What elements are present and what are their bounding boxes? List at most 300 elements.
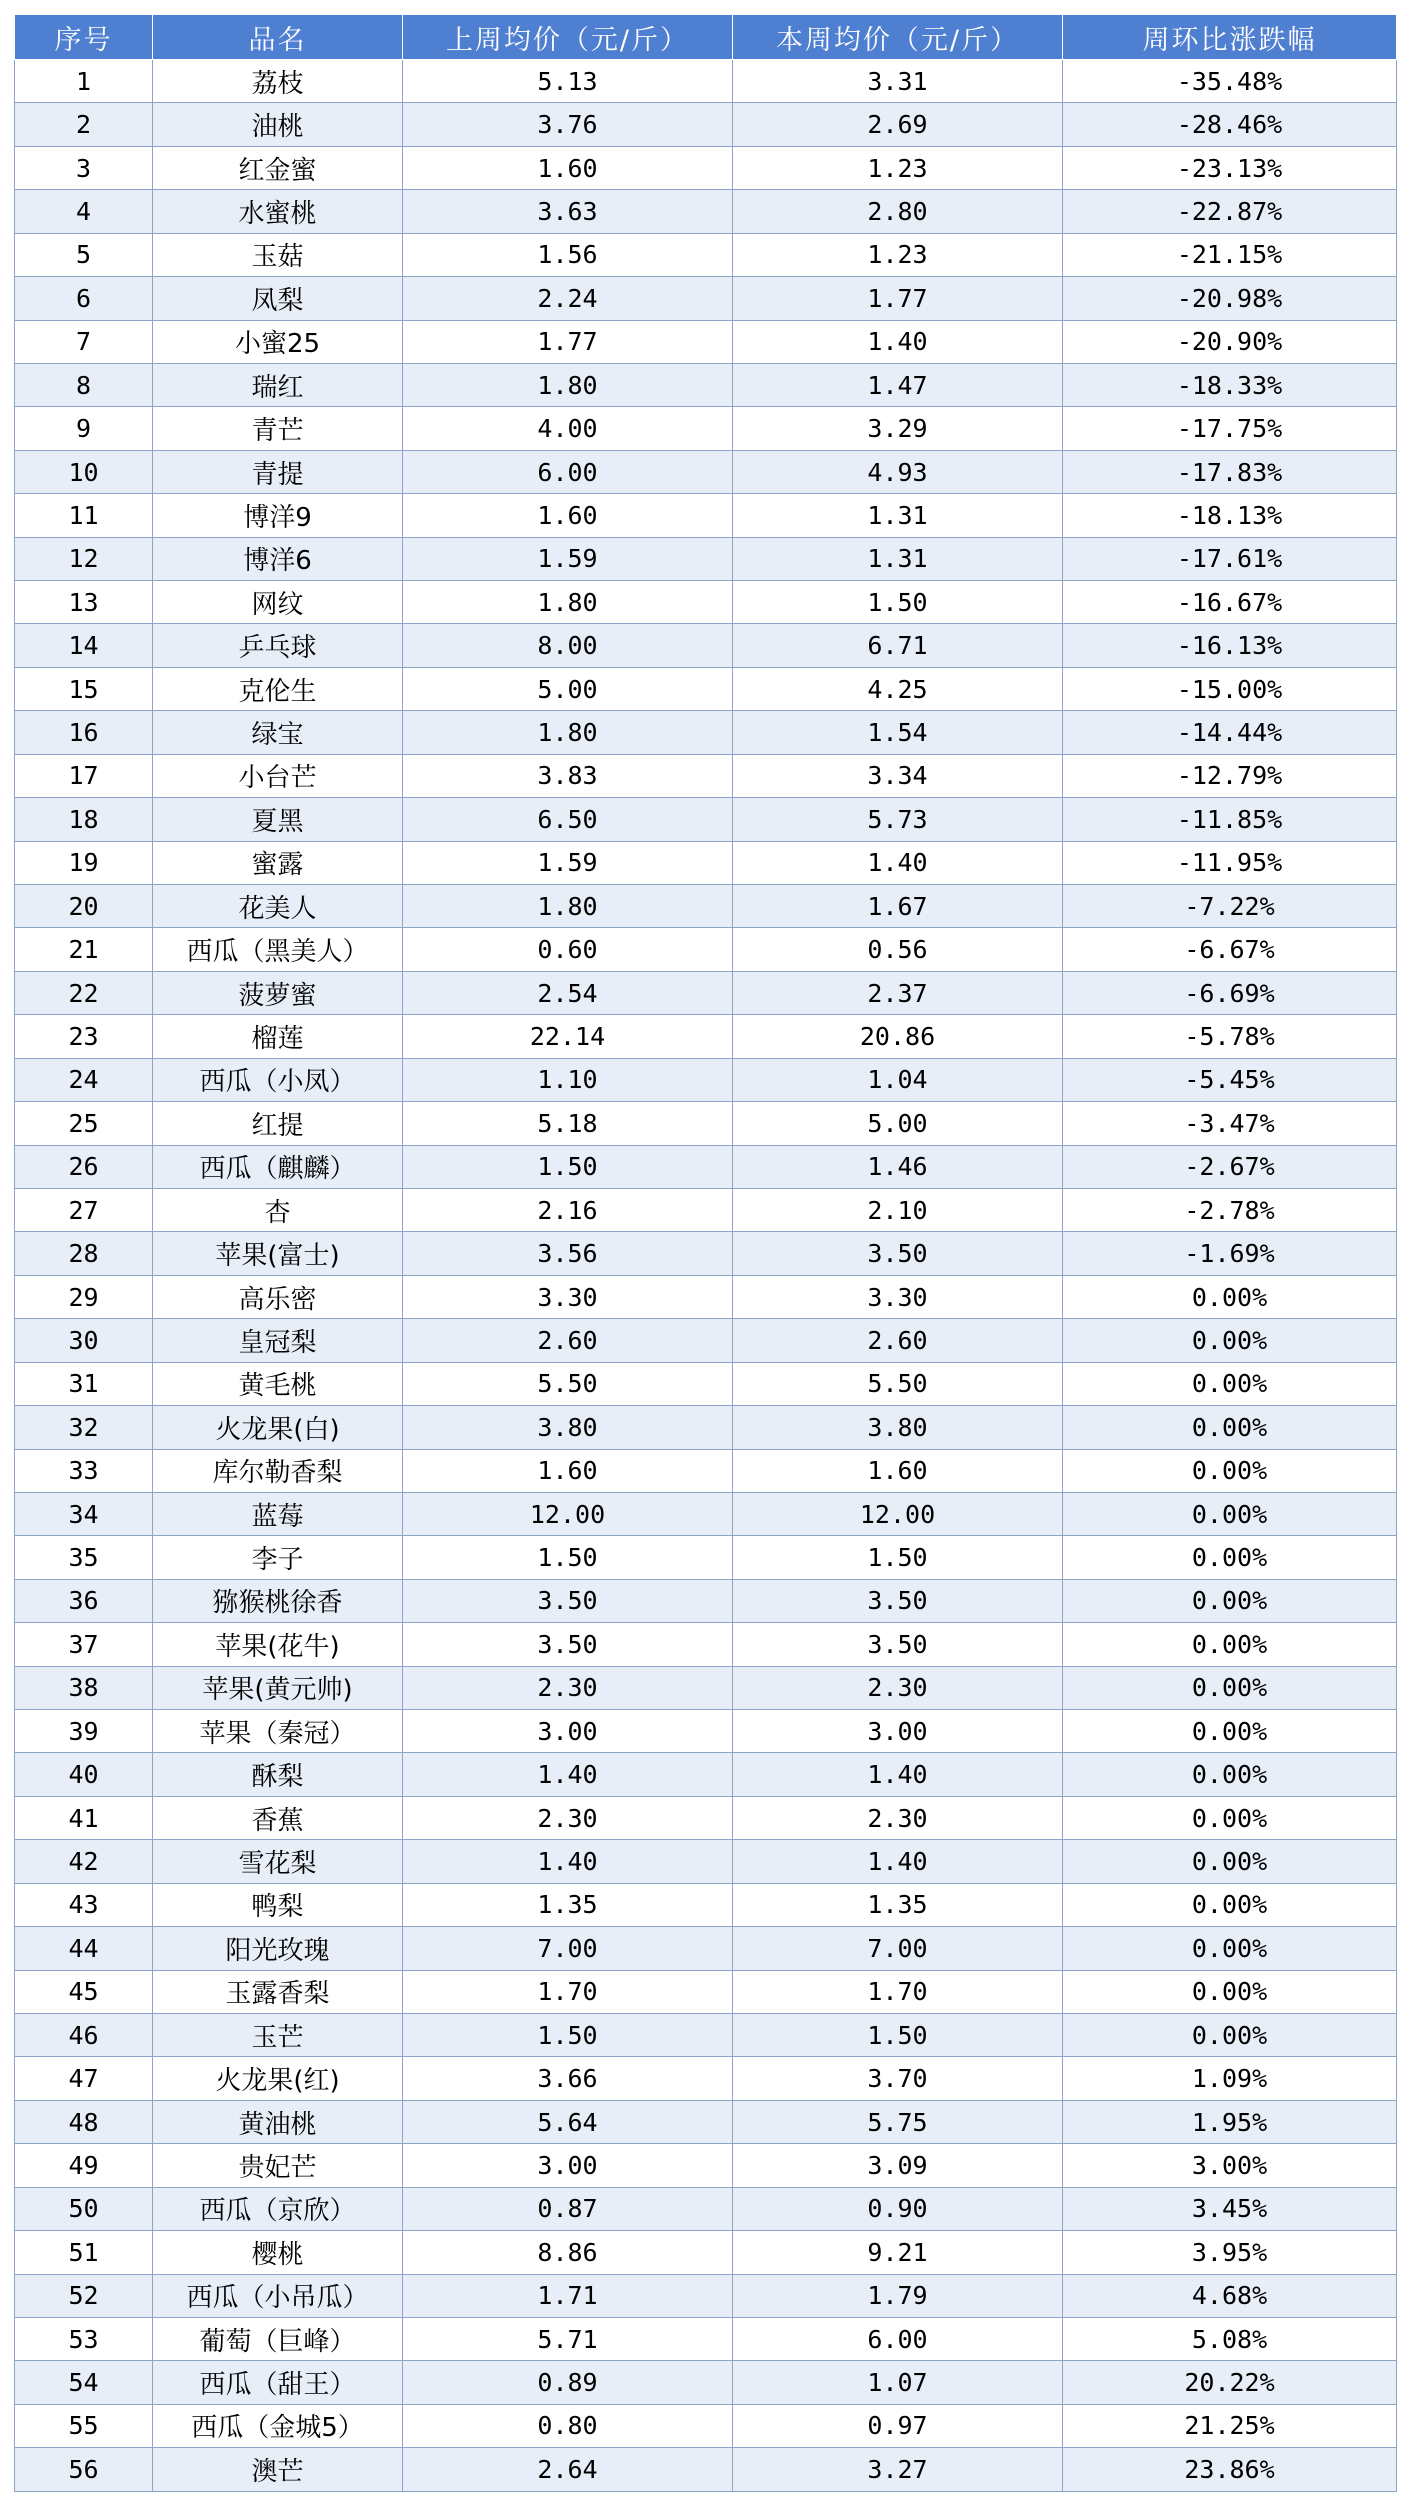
cell-product-name: 苹果(黄元帅) — [153, 1666, 403, 1709]
cell-index: 43 — [15, 1883, 153, 1926]
cell-week-change: 21.25% — [1063, 2404, 1397, 2447]
cell-this-week-price: 2.30 — [733, 1796, 1063, 1839]
table-row — [15, 885, 1397, 928]
cell-this-week-price: 2.60 — [733, 1319, 1063, 1362]
cell-index: 27 — [15, 1188, 153, 1231]
table-row — [15, 1275, 1397, 1318]
cell-this-week-price: 4.25 — [733, 667, 1063, 710]
cell-product-name: 青芒 — [153, 407, 403, 450]
cell-product-name: 博洋6 — [153, 537, 403, 580]
cell-product-name: 乒乓球 — [153, 624, 403, 667]
cell-index: 49 — [15, 2144, 153, 2187]
cell-index: 35 — [15, 1536, 153, 1579]
cell-week-change: -16.67% — [1063, 581, 1397, 624]
cell-this-week-price: 1.40 — [733, 1753, 1063, 1796]
cell-index: 22 — [15, 971, 153, 1014]
cell-week-change: 3.45% — [1063, 2187, 1397, 2230]
cell-this-week-price: 1.70 — [733, 1970, 1063, 2013]
cell-this-week-price: 3.30 — [733, 1275, 1063, 1318]
cell-this-week-price: 1.40 — [733, 320, 1063, 363]
cell-last-week-price: 3.76 — [403, 103, 733, 146]
cell-week-change: 23.86% — [1063, 2448, 1397, 2492]
cell-this-week-price: 1.54 — [733, 711, 1063, 754]
cell-this-week-price: 6.00 — [733, 2317, 1063, 2360]
cell-product-name: 红金蜜 — [153, 146, 403, 189]
cell-week-change: -6.67% — [1063, 928, 1397, 971]
cell-this-week-price: 3.80 — [733, 1406, 1063, 1449]
cell-index: 54 — [15, 2361, 153, 2404]
cell-index: 13 — [15, 581, 153, 624]
cell-week-change: 0.00% — [1063, 1753, 1397, 1796]
cell-product-name: 库尔勒香梨 — [153, 1449, 403, 1492]
cell-week-change: 0.00% — [1063, 1579, 1397, 1622]
cell-index: 29 — [15, 1275, 153, 1318]
cell-week-change: -11.95% — [1063, 841, 1397, 884]
cell-index: 34 — [15, 1492, 153, 1535]
cell-this-week-price: 1.40 — [733, 841, 1063, 884]
cell-this-week-price: 6.71 — [733, 624, 1063, 667]
table-row — [15, 1362, 1397, 1405]
cell-week-change: -3.47% — [1063, 1102, 1397, 1145]
cell-week-change: 1.09% — [1063, 2057, 1397, 2100]
cell-last-week-price: 12.00 — [403, 1492, 733, 1535]
cell-this-week-price: 1.67 — [733, 885, 1063, 928]
cell-this-week-price: 3.27 — [733, 2448, 1063, 2492]
cell-last-week-price: 5.00 — [403, 667, 733, 710]
table-row — [15, 2013, 1397, 2056]
cell-index: 24 — [15, 1058, 153, 1101]
table-row — [15, 60, 1397, 103]
cell-week-change: 0.00% — [1063, 1970, 1397, 2013]
cell-week-change: 0.00% — [1063, 1319, 1397, 1362]
cell-product-name: 杏 — [153, 1188, 403, 1231]
table-row — [15, 190, 1397, 233]
cell-week-change: -5.45% — [1063, 1058, 1397, 1101]
table-row — [15, 537, 1397, 580]
cell-week-change: -12.79% — [1063, 754, 1397, 797]
cell-this-week-price: 0.97 — [733, 2404, 1063, 2447]
cell-index: 23 — [15, 1015, 153, 1058]
table-row — [15, 1927, 1397, 1970]
cell-product-name: 凤梨 — [153, 277, 403, 320]
cell-product-name: 小蜜25 — [153, 320, 403, 363]
table-row — [15, 2144, 1397, 2187]
cell-last-week-price: 3.00 — [403, 1710, 733, 1753]
cell-product-name: 绿宝 — [153, 711, 403, 754]
cell-this-week-price: 1.46 — [733, 1145, 1063, 1188]
cell-index: 37 — [15, 1623, 153, 1666]
cell-last-week-price: 0.60 — [403, 928, 733, 971]
table-row — [15, 754, 1397, 797]
table-row — [15, 798, 1397, 841]
cell-week-change: -20.98% — [1063, 277, 1397, 320]
table-row — [15, 1710, 1397, 1753]
cell-index: 33 — [15, 1449, 153, 1492]
cell-last-week-price: 1.60 — [403, 146, 733, 189]
cell-product-name: 苹果（秦冠） — [153, 1710, 403, 1753]
header-index: 序号 — [15, 15, 153, 60]
cell-last-week-price: 2.60 — [403, 1319, 733, 1362]
cell-this-week-price: 1.23 — [733, 146, 1063, 189]
cell-last-week-price: 3.83 — [403, 754, 733, 797]
table-row — [15, 581, 1397, 624]
cell-index: 11 — [15, 494, 153, 537]
cell-index: 38 — [15, 1666, 153, 1709]
table-row — [15, 1536, 1397, 1579]
cell-product-name: 酥梨 — [153, 1753, 403, 1796]
cell-index: 9 — [15, 407, 153, 450]
cell-last-week-price: 1.70 — [403, 1970, 733, 2013]
cell-this-week-price: 12.00 — [733, 1492, 1063, 1535]
cell-this-week-price: 9.21 — [733, 2231, 1063, 2274]
cell-product-name: 葡萄（巨峰） — [153, 2317, 403, 2360]
cell-week-change: 0.00% — [1063, 1840, 1397, 1883]
table-row — [15, 667, 1397, 710]
cell-product-name: 黄毛桃 — [153, 1362, 403, 1405]
cell-week-change: 0.00% — [1063, 1796, 1397, 1839]
cell-this-week-price: 7.00 — [733, 1927, 1063, 1970]
cell-product-name: 贵妃芒 — [153, 2144, 403, 2187]
cell-index: 26 — [15, 1145, 153, 1188]
cell-week-change: -15.00% — [1063, 667, 1397, 710]
cell-week-change: -20.90% — [1063, 320, 1397, 363]
cell-week-change: -17.75% — [1063, 407, 1397, 450]
cell-index: 4 — [15, 190, 153, 233]
cell-last-week-price: 2.24 — [403, 277, 733, 320]
cell-this-week-price: 3.34 — [733, 754, 1063, 797]
cell-index: 42 — [15, 1840, 153, 1883]
cell-week-change: 0.00% — [1063, 1362, 1397, 1405]
table-row — [15, 494, 1397, 537]
table-row — [15, 1883, 1397, 1926]
cell-week-change: 3.00% — [1063, 2144, 1397, 2187]
cell-last-week-price: 3.50 — [403, 1579, 733, 1622]
cell-index: 17 — [15, 754, 153, 797]
cell-product-name: 黄油桃 — [153, 2100, 403, 2143]
cell-week-change: -16.13% — [1063, 624, 1397, 667]
table-row — [15, 1492, 1397, 1535]
cell-last-week-price: 5.50 — [403, 1362, 733, 1405]
cell-this-week-price: 3.29 — [733, 407, 1063, 450]
cell-last-week-price: 6.00 — [403, 450, 733, 493]
cell-week-change: -14.44% — [1063, 711, 1397, 754]
cell-this-week-price: 5.73 — [733, 798, 1063, 841]
cell-product-name: 玉菇 — [153, 233, 403, 276]
cell-week-change: 0.00% — [1063, 1536, 1397, 1579]
cell-week-change: -2.67% — [1063, 1145, 1397, 1188]
cell-week-change: -23.13% — [1063, 146, 1397, 189]
table-row — [15, 363, 1397, 406]
cell-product-name: 樱桃 — [153, 2231, 403, 2274]
cell-last-week-price: 1.77 — [403, 320, 733, 363]
cell-week-change: 0.00% — [1063, 1666, 1397, 1709]
cell-index: 53 — [15, 2317, 153, 2360]
cell-week-change: 0.00% — [1063, 2013, 1397, 2056]
cell-product-name: 西瓜（小吊瓜） — [153, 2274, 403, 2317]
cell-last-week-price: 8.00 — [403, 624, 733, 667]
cell-this-week-price: 4.93 — [733, 450, 1063, 493]
table-row — [15, 320, 1397, 363]
table-row — [15, 624, 1397, 667]
table-row — [15, 1753, 1397, 1796]
cell-last-week-price: 3.63 — [403, 190, 733, 233]
cell-this-week-price: 3.09 — [733, 2144, 1063, 2187]
table-row — [15, 1840, 1397, 1883]
cell-last-week-price: 1.80 — [403, 363, 733, 406]
cell-product-name: 蓝莓 — [153, 1492, 403, 1535]
cell-this-week-price: 3.00 — [733, 1710, 1063, 1753]
table-row — [15, 928, 1397, 971]
cell-last-week-price: 2.64 — [403, 2448, 733, 2492]
cell-product-name: 博洋9 — [153, 494, 403, 537]
cell-last-week-price: 1.40 — [403, 1840, 733, 1883]
cell-product-name: 西瓜（麒麟） — [153, 1145, 403, 1188]
cell-week-change: -17.61% — [1063, 537, 1397, 580]
cell-product-name: 水蜜桃 — [153, 190, 403, 233]
cell-product-name: 猕猴桃徐香 — [153, 1579, 403, 1622]
cell-index: 16 — [15, 711, 153, 754]
cell-index: 45 — [15, 1970, 153, 2013]
cell-product-name: 油桃 — [153, 103, 403, 146]
cell-product-name: 玉露香梨 — [153, 1970, 403, 2013]
cell-this-week-price: 5.00 — [733, 1102, 1063, 1145]
table-row — [15, 2100, 1397, 2143]
cell-this-week-price: 3.70 — [733, 2057, 1063, 2100]
cell-product-name: 西瓜（小凤） — [153, 1058, 403, 1101]
table-row — [15, 971, 1397, 1014]
table-row — [15, 2187, 1397, 2230]
cell-last-week-price: 1.10 — [403, 1058, 733, 1101]
cell-this-week-price: 2.10 — [733, 1188, 1063, 1231]
cell-product-name: 网纹 — [153, 581, 403, 624]
cell-last-week-price: 7.00 — [403, 1927, 733, 1970]
cell-last-week-price: 0.89 — [403, 2361, 733, 2404]
table-body — [15, 60, 1397, 2492]
cell-week-change: 0.00% — [1063, 1623, 1397, 1666]
cell-last-week-price: 1.59 — [403, 537, 733, 580]
cell-week-change: 3.95% — [1063, 2231, 1397, 2274]
cell-this-week-price: 5.75 — [733, 2100, 1063, 2143]
cell-index: 55 — [15, 2404, 153, 2447]
table-row — [15, 2448, 1397, 2492]
cell-last-week-price: 1.50 — [403, 1536, 733, 1579]
table-row — [15, 2231, 1397, 2274]
cell-index: 20 — [15, 885, 153, 928]
cell-this-week-price: 1.23 — [733, 233, 1063, 276]
cell-product-name: 榴莲 — [153, 1015, 403, 1058]
cell-last-week-price: 5.64 — [403, 2100, 733, 2143]
cell-index: 21 — [15, 928, 153, 971]
cell-product-name: 高乐密 — [153, 1275, 403, 1318]
cell-this-week-price: 1.40 — [733, 1840, 1063, 1883]
cell-product-name: 红提 — [153, 1102, 403, 1145]
cell-index: 48 — [15, 2100, 153, 2143]
table-row — [15, 1449, 1397, 1492]
cell-index: 31 — [15, 1362, 153, 1405]
cell-product-name: 菠萝蜜 — [153, 971, 403, 1014]
cell-week-change: 0.00% — [1063, 1449, 1397, 1492]
cell-week-change: 0.00% — [1063, 1275, 1397, 1318]
cell-index: 52 — [15, 2274, 153, 2317]
cell-product-name: 西瓜（金城5） — [153, 2404, 403, 2447]
cell-index: 36 — [15, 1579, 153, 1622]
cell-last-week-price: 1.80 — [403, 711, 733, 754]
table-row — [15, 2317, 1397, 2360]
cell-this-week-price: 1.31 — [733, 537, 1063, 580]
cell-last-week-price: 3.56 — [403, 1232, 733, 1275]
cell-week-change: 0.00% — [1063, 1710, 1397, 1753]
table-row — [15, 1058, 1397, 1101]
cell-this-week-price: 1.07 — [733, 2361, 1063, 2404]
cell-index: 1 — [15, 60, 153, 103]
cell-this-week-price: 1.35 — [733, 1883, 1063, 1926]
cell-product-name: 西瓜（黑美人） — [153, 928, 403, 971]
cell-last-week-price: 6.50 — [403, 798, 733, 841]
cell-product-name: 澳芒 — [153, 2448, 403, 2492]
cell-index: 10 — [15, 450, 153, 493]
cell-week-change: -17.83% — [1063, 450, 1397, 493]
cell-this-week-price: 3.31 — [733, 60, 1063, 103]
header-last-week-price: 上周均价（元/斤） — [403, 15, 733, 60]
cell-last-week-price: 1.40 — [403, 1753, 733, 1796]
cell-index: 3 — [15, 146, 153, 189]
header-product-name: 品名 — [153, 15, 403, 60]
table-row — [15, 1796, 1397, 1839]
cell-index: 8 — [15, 363, 153, 406]
cell-index: 44 — [15, 1927, 153, 1970]
cell-week-change: -11.85% — [1063, 798, 1397, 841]
table-row — [15, 233, 1397, 276]
cell-index: 2 — [15, 103, 153, 146]
cell-product-name: 鸭梨 — [153, 1883, 403, 1926]
cell-index: 47 — [15, 2057, 153, 2100]
cell-last-week-price: 3.30 — [403, 1275, 733, 1318]
table-row — [15, 1145, 1397, 1188]
cell-week-change: -21.15% — [1063, 233, 1397, 276]
cell-index: 14 — [15, 624, 153, 667]
table-row — [15, 407, 1397, 450]
cell-week-change: 5.08% — [1063, 2317, 1397, 2360]
cell-this-week-price: 3.50 — [733, 1579, 1063, 1622]
cell-last-week-price: 3.66 — [403, 2057, 733, 2100]
cell-week-change: 0.00% — [1063, 1406, 1397, 1449]
cell-this-week-price: 1.77 — [733, 277, 1063, 320]
table-row — [15, 711, 1397, 754]
cell-index: 51 — [15, 2231, 153, 2274]
cell-index: 39 — [15, 1710, 153, 1753]
cell-index: 32 — [15, 1406, 153, 1449]
cell-week-change: -6.69% — [1063, 971, 1397, 1014]
cell-index: 46 — [15, 2013, 153, 2056]
cell-product-name: 夏黑 — [153, 798, 403, 841]
cell-this-week-price: 1.04 — [733, 1058, 1063, 1101]
cell-this-week-price: 1.47 — [733, 363, 1063, 406]
cell-week-change: 0.00% — [1063, 1927, 1397, 1970]
table-row — [15, 841, 1397, 884]
cell-index: 18 — [15, 798, 153, 841]
cell-index: 25 — [15, 1102, 153, 1145]
cell-product-name: 火龙果(白) — [153, 1406, 403, 1449]
cell-this-week-price: 3.50 — [733, 1232, 1063, 1275]
cell-week-change: 0.00% — [1063, 1883, 1397, 1926]
header-row — [15, 15, 1397, 60]
cell-index: 40 — [15, 1753, 153, 1796]
cell-product-name: 蜜露 — [153, 841, 403, 884]
cell-last-week-price: 1.50 — [403, 1145, 733, 1188]
cell-last-week-price: 2.16 — [403, 1188, 733, 1231]
cell-last-week-price: 3.80 — [403, 1406, 733, 1449]
cell-this-week-price: 1.50 — [733, 581, 1063, 624]
cell-last-week-price: 5.18 — [403, 1102, 733, 1145]
cell-last-week-price: 2.30 — [403, 1796, 733, 1839]
table-row — [15, 1666, 1397, 1709]
cell-index: 30 — [15, 1319, 153, 1362]
table-header — [15, 15, 1397, 60]
cell-week-change: 4.68% — [1063, 2274, 1397, 2317]
cell-this-week-price: 1.31 — [733, 494, 1063, 537]
cell-this-week-price: 5.50 — [733, 1362, 1063, 1405]
table-row — [15, 450, 1397, 493]
cell-product-name: 西瓜（甜王） — [153, 2361, 403, 2404]
table-row — [15, 1319, 1397, 1362]
cell-week-change: -1.69% — [1063, 1232, 1397, 1275]
table-row — [15, 1623, 1397, 1666]
fruit-price-table — [14, 14, 1397, 2492]
table-row — [15, 1232, 1397, 1275]
cell-last-week-price: 3.00 — [403, 2144, 733, 2187]
table-row — [15, 1102, 1397, 1145]
cell-last-week-price: 3.50 — [403, 1623, 733, 1666]
cell-index: 41 — [15, 1796, 153, 1839]
cell-week-change: -7.22% — [1063, 885, 1397, 928]
cell-this-week-price: 1.50 — [733, 1536, 1063, 1579]
cell-this-week-price: 1.79 — [733, 2274, 1063, 2317]
cell-week-change: -5.78% — [1063, 1015, 1397, 1058]
cell-last-week-price: 1.60 — [403, 1449, 733, 1492]
cell-last-week-price: 1.56 — [403, 233, 733, 276]
header-this-week-price: 本周均价（元/斤） — [733, 15, 1063, 60]
cell-index: 5 — [15, 233, 153, 276]
cell-product-name: 花美人 — [153, 885, 403, 928]
cell-this-week-price: 1.50 — [733, 2013, 1063, 2056]
table-row — [15, 1579, 1397, 1622]
cell-last-week-price: 0.80 — [403, 2404, 733, 2447]
cell-week-change: 20.22% — [1063, 2361, 1397, 2404]
cell-this-week-price: 0.90 — [733, 2187, 1063, 2230]
cell-product-name: 火龙果(红) — [153, 2057, 403, 2100]
cell-this-week-price: 2.80 — [733, 190, 1063, 233]
cell-index: 7 — [15, 320, 153, 363]
cell-this-week-price: 2.69 — [733, 103, 1063, 146]
cell-last-week-price: 1.60 — [403, 494, 733, 537]
cell-week-change: -18.13% — [1063, 494, 1397, 537]
cell-week-change: -35.48% — [1063, 60, 1397, 103]
cell-product-name: 苹果(富士) — [153, 1232, 403, 1275]
cell-week-change: -22.87% — [1063, 190, 1397, 233]
table-row — [15, 103, 1397, 146]
cell-product-name: 香蕉 — [153, 1796, 403, 1839]
table-row — [15, 1015, 1397, 1058]
cell-week-change: -18.33% — [1063, 363, 1397, 406]
cell-last-week-price: 1.80 — [403, 885, 733, 928]
cell-week-change: -2.78% — [1063, 1188, 1397, 1231]
header-week-change: 周环比涨跌幅 — [1063, 15, 1397, 60]
cell-product-name: 青提 — [153, 450, 403, 493]
cell-index: 15 — [15, 667, 153, 710]
cell-this-week-price: 0.56 — [733, 928, 1063, 971]
cell-this-week-price: 2.37 — [733, 971, 1063, 1014]
table-row — [15, 2057, 1397, 2100]
